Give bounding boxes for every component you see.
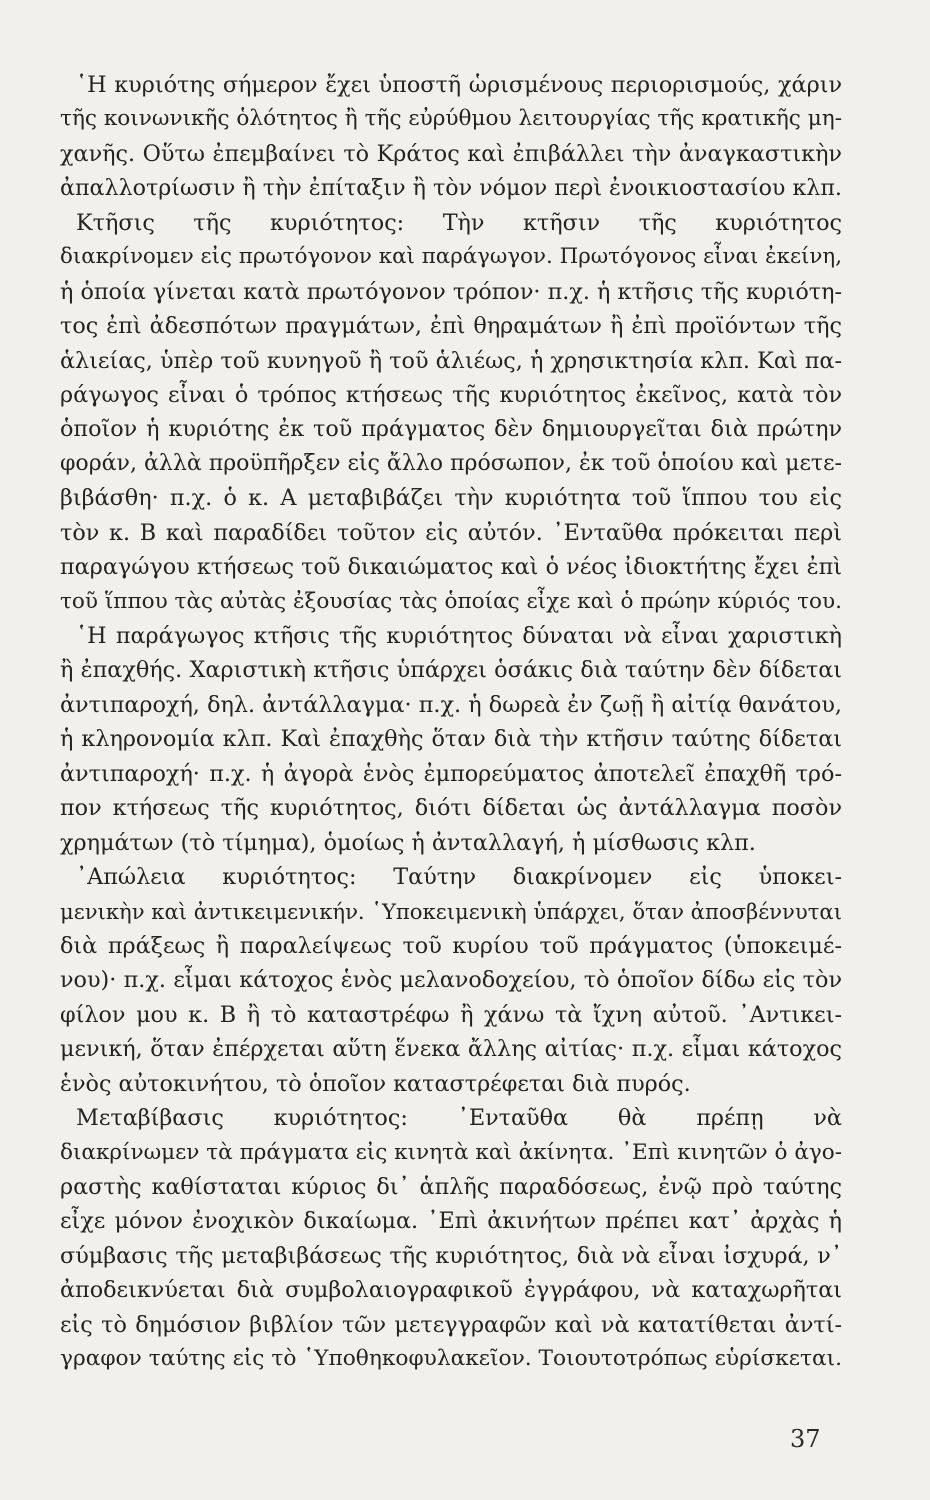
text-line: ἀπαλλοτρίωσιν ἢ τὴν ἐπίταξιν ἢ τὸν νόμον περὶ ἐνοικιοστασίου κλπ. [60, 175, 842, 202]
text-line: ἀντιπαροχή, δηλ. ἀντάλλαγμα· π.χ. ἡ δωρεὰ ἐν ζωῇ ἢ αἰτίᾳ θανάτου, [60, 691, 842, 718]
text-line: μενική, ὅταν ἐπέρχεται αὕτη ἕνεκα ἄλλης αἰτίας· π.χ. εἶμαι κάτοχος [60, 1036, 842, 1063]
text-line: ῾Η κυριότης σήμερον ἔχει ὑποστῆ ὡρισμένους περιορισμούς, χάριν [76, 72, 842, 98]
text-line: τὸν κ. Β καὶ παραδίδει τοῦτον εἰς αὐτόν. ᾿Ενταῦθα πρόκειται περὶ [60, 519, 842, 546]
text-line: ἀντιπαροχή· π.χ. ἡ ἀγορὰ ἑνὸς ἐμπορεύματος ἀποτελεῖ ἐπαχθῆ τρό- [60, 760, 842, 787]
text-line: ἡ κληρονομία κλπ. Καὶ ἐπαχθὴς ὅταν διὰ τὴν κτῆσιν ταύτης δίδεται [60, 726, 842, 753]
text-line: πον κτήσεως τῆς κυριότητος, διότι δίδεται ὡς ἀντάλλαγμα ποσὸν [60, 795, 842, 822]
text-line: χρημάτων (τὸ τίμημα), ὁμοίως ἡ ἀνταλλαγή, ἡ μίσθωσις κλπ. [60, 829, 756, 856]
text-line: μενικὴν καὶ ἀντικειμενικήν. ῾Υποκειμενικὴ ὑπάρχει, ὅταν ἀποσβέννυται [60, 898, 842, 924]
text-line: ἁλιείας, ὑπὲρ τοῦ κυνηγοῦ ἢ τοῦ ἁλιέως, ἡ χρησικτησία κλπ. Καὶ πα- [60, 347, 842, 374]
book-page-body [60, 68, 842, 1377]
text-line: χανῆς. Οὕτω ἐπεμβαίνει τὸ Κράτος καὶ ἐπιβάλλει τὴν ἀναγκαστικὴν [60, 140, 842, 167]
text-line: ράγωγος εἶναι ὁ τρόπος κτήσεως τῆς κυριότητος ἐκεῖνος, κατὰ τὸν [60, 381, 842, 408]
text-line: ἀποδεικνύεται διὰ συμβολαιογραφικοῦ ἐγγράφου, νὰ καταχωρῆται [60, 1277, 842, 1304]
text-line: ἡ ὁποία γίνεται κατὰ πρωτόγονον τρόπον· π.χ. ἡ κτῆσις τῆς κυριότη- [60, 278, 842, 305]
text-line: διακρίνομεν εἰς πρωτόγονον καὶ παράγωγον. Πρωτόγονος εἶναι ἐκείνη, [60, 244, 842, 270]
text-line: γραφον ταύτης εἰς τὸ ῾Υποθηκοφυλακεῖον. Τοιουτοτρόπως εὑρίσκεται. [60, 1346, 842, 1372]
text-line: ραστὴς καθίσταται κύριος δι᾿ ἁπλῆς παραδόσεως, ἐνῷ πρὸ ταύτης [60, 1174, 842, 1200]
text-line: ῾Η παράγωγος κτῆσις τῆς κυριότητος δύναται νὰ εἶναι χαριστικὴ [76, 623, 842, 649]
section-heading-line: ᾿Απώλεια κυριότητος: Ταύτην διακρίνομεν εἰς ὑποκει- [76, 864, 842, 891]
text-line: εἶχε μόνον ἐνοχικὸν δικαίωμα. ᾿Επὶ ἀκινήτων πρέπει κατ᾿ ἀρχὰς ἡ [60, 1208, 842, 1235]
page-number: 37 [790, 1425, 821, 1453]
text-line: νου)· π.χ. εἶμαι κάτοχος ἑνὸς μελανοδοχείου, τὸ ὁποῖον δίδω εἰς τὸν [60, 967, 842, 994]
text-line: ἑνὸς αὐτοκινήτου, τὸ ὁποῖον καταστρέφεται διὰ πυρός. [60, 1070, 691, 1097]
text-line: τοῦ ἵππου τὰς αὐτὰς ἐξουσίας τὰς ὁποίας εἶχε καὶ ὁ πρώην κύριός του. [60, 588, 842, 614]
text-line: σύμβασις τῆς μεταβιβάσεως τῆς κυριότητος, διὰ νὰ εἶναι ἰσχυρά, ν᾿ [60, 1242, 842, 1269]
text-line: φίλον μου κ. Β ἢ τὸ καταστρέφω ἢ χάνω τὰ ἴχνη αὐτοῦ. ᾿Αντικει- [60, 1001, 842, 1028]
section-heading-line: Μεταβίβασις κυριότητος: ᾿Ενταῦθα θὰ πρέπῃ νὰ [76, 1105, 842, 1132]
text-line: φοράν, ἀλλὰ προϋπῆρξεν εἰς ἄλλο πρόσωπον, ἐκ τοῦ ὁποίου καὶ μετε- [60, 450, 842, 476]
text-line: διακρίνωμεν τὰ πράγματα εἰς κινητὰ καὶ ἀκίνητα. ᾿Επὶ κινητῶν ὁ ἀγο- [60, 1139, 842, 1165]
text-line: ὁποῖον ἡ κυριότης ἐκ τοῦ πράγματος δὲν δημιουργεῖται διὰ πρώτην [60, 416, 842, 443]
text-line: διὰ πράξεως ἢ παραλείψεως τοῦ κυρίου τοῦ πράγματος (ὑποκειμέ- [60, 932, 842, 959]
text-line: παραγώγου κτήσεως τοῦ δικαιώματος καὶ ὁ νέος ἰδιοκτήτης ἔχει ἐπὶ [60, 554, 842, 581]
text-line: τος ἐπὶ ἀδεσπότων πραγμάτων, ἐπὶ θηραμάτων ἢ ἐπὶ προϊόντων τῆς [60, 313, 842, 340]
section-heading-line: Κτῆσις τῆς κυριότητος: Τὴν κτῆσιν τῆς κυριότητος [76, 209, 842, 236]
text-line: βιβάσθη· π.χ. ὁ κ. Α μεταβιβάζει τὴν κυριότητα τοῦ ἵππου του εἰς [60, 485, 842, 512]
text-line: ἢ ἐπαχθής. Χαριστικὴ κτῆσις ὑπάρχει ὁσάκις διὰ ταύτην δὲν δίδεται [60, 657, 842, 684]
text-line: εἰς τὸ δημόσιον βιβλίον τῶν μετεγγραφῶν καὶ νὰ κατατίθεται ἀντί- [60, 1311, 842, 1338]
text-line: τῆς κοινωνικῆς ὁλότητος ἢ τῆς εὐρύθμου λειτουργίας τῆς κρατικῆς μη- [60, 106, 842, 132]
